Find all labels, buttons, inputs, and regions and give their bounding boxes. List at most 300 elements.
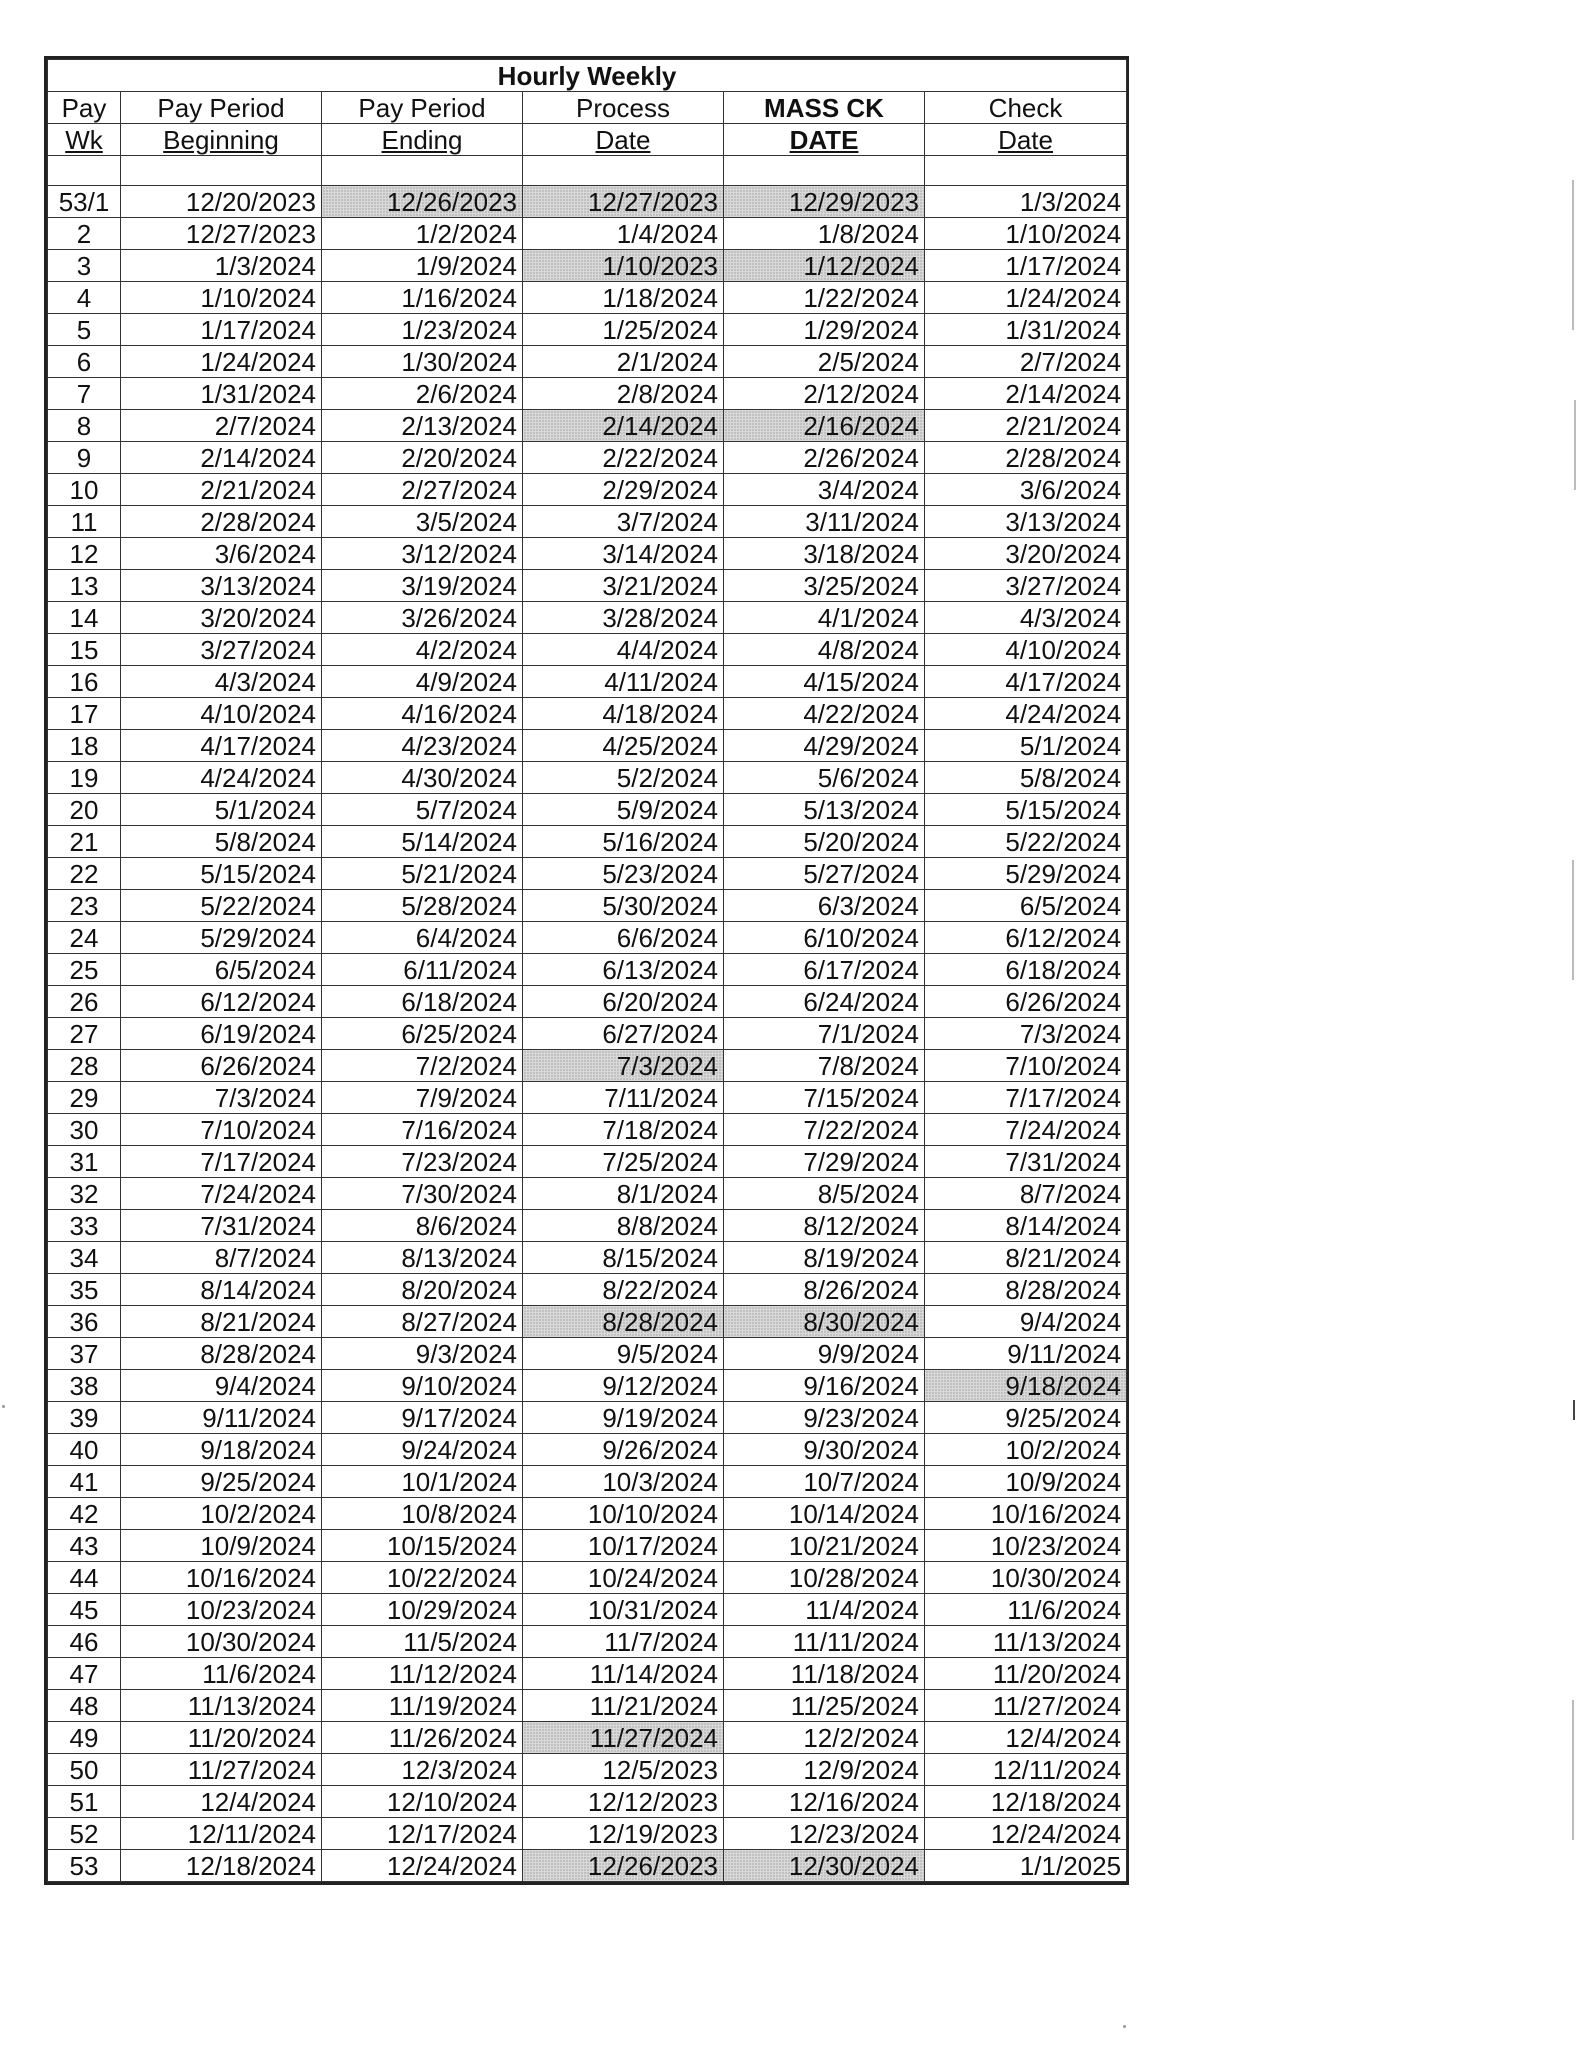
check-date-cell: 5/22/2024 (925, 826, 1127, 858)
period-end-cell: 9/17/2024 (322, 1402, 523, 1434)
pay-week-cell: 24 (48, 922, 121, 954)
period-end-cell: 4/2/2024 (322, 634, 523, 666)
mass-check-date-cell: 11/25/2024 (724, 1690, 925, 1722)
period-begin-cell: 7/3/2024 (121, 1082, 322, 1114)
period-end-cell: 3/26/2024 (322, 602, 523, 634)
process-date-cell: 11/7/2024 (523, 1626, 724, 1658)
table-row (48, 1690, 1127, 1722)
period-end-cell: 11/26/2024 (322, 1722, 523, 1754)
pay-week-cell: 34 (48, 1242, 121, 1274)
pay-week-cell: 26 (48, 986, 121, 1018)
mass-check-date-cell: 1/29/2024 (724, 314, 925, 346)
table-row (48, 1274, 1127, 1306)
table-row (48, 666, 1127, 698)
check-date-cell: 11/13/2024 (925, 1626, 1127, 1658)
process-date-cell: 1/10/2023 (523, 250, 724, 282)
pay-week-cell: 32 (48, 1178, 121, 1210)
period-begin-cell: 5/15/2024 (121, 858, 322, 890)
header-pay-period-2: Pay Period (322, 92, 523, 124)
table-row (48, 1050, 1127, 1082)
period-begin-cell: 11/27/2024 (121, 1754, 322, 1786)
period-end-cell: 1/9/2024 (322, 250, 523, 282)
mass-check-date-cell: 2/26/2024 (724, 442, 925, 474)
table-row (48, 634, 1127, 666)
process-date-cell: 4/11/2024 (523, 666, 724, 698)
mass-check-date-cell: 12/16/2024 (724, 1786, 925, 1818)
blank-row (48, 156, 1127, 186)
scan-edge-mark (1572, 180, 1574, 330)
table-row (48, 698, 1127, 730)
table-row (48, 1562, 1127, 1594)
period-begin-cell: 10/16/2024 (121, 1562, 322, 1594)
table-row (48, 314, 1127, 346)
blank-cell (322, 156, 523, 186)
header-check: Check (925, 92, 1127, 124)
mass-check-date-cell: 7/1/2024 (724, 1018, 925, 1050)
mass-check-date-cell: 7/8/2024 (724, 1050, 925, 1082)
pay-week-cell: 3 (48, 250, 121, 282)
period-begin-cell: 2/7/2024 (121, 410, 322, 442)
pay-week-cell: 29 (48, 1082, 121, 1114)
period-end-cell: 7/30/2024 (322, 1178, 523, 1210)
period-begin-cell: 12/11/2024 (121, 1818, 322, 1850)
process-date-cell: 8/1/2024 (523, 1178, 724, 1210)
pay-week-cell: 47 (48, 1658, 121, 1690)
check-date-cell: 8/7/2024 (925, 1178, 1127, 1210)
pay-week-cell: 10 (48, 474, 121, 506)
mass-check-date-cell: 4/29/2024 (724, 730, 925, 762)
table-row (48, 186, 1127, 218)
period-begin-cell: 4/10/2024 (121, 698, 322, 730)
mass-check-date-cell: 2/5/2024 (724, 346, 925, 378)
table-row (48, 1306, 1127, 1338)
period-begin-cell: 5/22/2024 (121, 890, 322, 922)
period-begin-cell: 10/9/2024 (121, 1530, 322, 1562)
check-date-cell: 1/24/2024 (925, 282, 1127, 314)
period-begin-cell: 1/24/2024 (121, 346, 322, 378)
check-date-cell: 10/23/2024 (925, 1530, 1127, 1562)
period-begin-cell: 6/5/2024 (121, 954, 322, 986)
mass-check-date-cell: 3/4/2024 (724, 474, 925, 506)
mass-check-date-cell: 6/24/2024 (724, 986, 925, 1018)
check-date-cell: 2/7/2024 (925, 346, 1127, 378)
table-row (48, 1626, 1127, 1658)
pay-week-cell: 8 (48, 410, 121, 442)
period-begin-cell: 4/17/2024 (121, 730, 322, 762)
process-date-cell: 10/10/2024 (523, 1498, 724, 1530)
pay-week-cell: 43 (48, 1530, 121, 1562)
pay-week-cell: 4 (48, 282, 121, 314)
check-date-cell: 11/6/2024 (925, 1594, 1127, 1626)
mass-check-date-cell: 9/30/2024 (724, 1434, 925, 1466)
period-end-cell: 2/13/2024 (322, 410, 523, 442)
period-begin-cell: 7/17/2024 (121, 1146, 322, 1178)
period-begin-cell: 10/30/2024 (121, 1626, 322, 1658)
scan-dot (2, 1405, 5, 1408)
table-row (48, 1466, 1127, 1498)
period-end-cell: 1/2/2024 (322, 218, 523, 250)
period-begin-cell: 3/13/2024 (121, 570, 322, 602)
mass-check-date-cell: 8/19/2024 (724, 1242, 925, 1274)
check-date-cell: 2/21/2024 (925, 410, 1127, 442)
check-date-cell: 6/5/2024 (925, 890, 1127, 922)
period-end-cell: 8/20/2024 (322, 1274, 523, 1306)
mass-check-date-cell: 6/17/2024 (724, 954, 925, 986)
pay-week-cell: 19 (48, 762, 121, 794)
table-row (48, 282, 1127, 314)
table-row (48, 1402, 1127, 1434)
check-date-cell: 11/20/2024 (925, 1658, 1127, 1690)
period-begin-cell: 1/31/2024 (121, 378, 322, 410)
table-row (48, 602, 1127, 634)
pay-week-cell: 17 (48, 698, 121, 730)
process-date-cell: 1/18/2024 (523, 282, 724, 314)
process-date-cell: 8/28/2024 (523, 1306, 724, 1338)
period-begin-cell: 4/3/2024 (121, 666, 322, 698)
process-date-cell: 7/3/2024 (523, 1050, 724, 1082)
check-date-cell: 3/20/2024 (925, 538, 1127, 570)
period-end-cell: 5/14/2024 (322, 826, 523, 858)
period-end-cell: 4/30/2024 (322, 762, 523, 794)
period-begin-cell: 9/4/2024 (121, 1370, 322, 1402)
mass-check-date-cell: 5/20/2024 (724, 826, 925, 858)
check-date-cell: 6/26/2024 (925, 986, 1127, 1018)
check-date-cell: 10/16/2024 (925, 1498, 1127, 1530)
mass-check-date-cell: 12/29/2023 (724, 186, 925, 218)
blank-cell (724, 156, 925, 186)
scan-edge-mark (1572, 1700, 1574, 1840)
period-end-cell: 5/21/2024 (322, 858, 523, 890)
pay-week-cell: 7 (48, 378, 121, 410)
mass-check-date-cell: 4/1/2024 (724, 602, 925, 634)
process-date-cell: 12/19/2023 (523, 1818, 724, 1850)
process-date-cell: 5/16/2024 (523, 826, 724, 858)
period-begin-cell: 2/14/2024 (121, 442, 322, 474)
check-date-cell: 12/24/2024 (925, 1818, 1127, 1850)
process-date-cell: 5/23/2024 (523, 858, 724, 890)
check-date-cell: 7/17/2024 (925, 1082, 1127, 1114)
period-end-cell: 12/26/2023 (322, 186, 523, 218)
period-begin-cell: 10/2/2024 (121, 1498, 322, 1530)
period-begin-cell: 5/1/2024 (121, 794, 322, 826)
period-begin-cell: 8/21/2024 (121, 1306, 322, 1338)
blank-cell (523, 156, 724, 186)
period-end-cell: 5/7/2024 (322, 794, 523, 826)
mass-check-date-cell: 5/6/2024 (724, 762, 925, 794)
process-date-cell: 10/3/2024 (523, 1466, 724, 1498)
check-date-cell: 2/14/2024 (925, 378, 1127, 410)
check-date-cell: 7/24/2024 (925, 1114, 1127, 1146)
check-date-cell: 3/27/2024 (925, 570, 1127, 602)
process-date-cell: 7/18/2024 (523, 1114, 724, 1146)
table-row (48, 218, 1127, 250)
period-end-cell: 10/15/2024 (322, 1530, 523, 1562)
pay-week-cell: 48 (48, 1690, 121, 1722)
mass-check-date-cell: 3/18/2024 (724, 538, 925, 570)
table-row (48, 1818, 1127, 1850)
table-row (48, 1786, 1127, 1818)
table-row (48, 506, 1127, 538)
period-end-cell: 11/5/2024 (322, 1626, 523, 1658)
table-row (48, 474, 1127, 506)
check-date-cell: 7/10/2024 (925, 1050, 1127, 1082)
table-row (48, 1658, 1127, 1690)
check-date-cell: 12/18/2024 (925, 1786, 1127, 1818)
period-begin-cell: 9/11/2024 (121, 1402, 322, 1434)
period-end-cell: 6/4/2024 (322, 922, 523, 954)
mass-check-date-cell: 5/27/2024 (724, 858, 925, 890)
table-row (48, 1338, 1127, 1370)
period-begin-cell: 12/4/2024 (121, 1786, 322, 1818)
period-end-cell: 12/24/2024 (322, 1850, 523, 1882)
process-date-cell: 5/9/2024 (523, 794, 724, 826)
mass-check-date-cell: 7/22/2024 (724, 1114, 925, 1146)
check-date-cell: 7/3/2024 (925, 1018, 1127, 1050)
period-end-cell: 4/9/2024 (322, 666, 523, 698)
mass-check-date-cell: 1/8/2024 (724, 218, 925, 250)
process-date-cell: 6/6/2024 (523, 922, 724, 954)
check-date-cell: 1/1/2025 (925, 1850, 1127, 1882)
process-date-cell: 12/27/2023 (523, 186, 724, 218)
mass-check-date-cell: 1/22/2024 (724, 282, 925, 314)
scan-dot (1123, 2025, 1126, 2028)
table-row (48, 1018, 1127, 1050)
process-date-cell: 11/14/2024 (523, 1658, 724, 1690)
period-end-cell: 2/6/2024 (322, 378, 523, 410)
table-row (48, 954, 1127, 986)
header-row-2 (48, 124, 1127, 156)
period-begin-cell: 7/24/2024 (121, 1178, 322, 1210)
mass-check-date-cell: 8/26/2024 (724, 1274, 925, 1306)
period-begin-cell: 1/17/2024 (121, 314, 322, 346)
check-date-cell: 8/21/2024 (925, 1242, 1127, 1274)
process-date-cell: 9/19/2024 (523, 1402, 724, 1434)
header-check-date: Date (925, 124, 1127, 156)
period-begin-cell: 12/20/2023 (121, 186, 322, 218)
check-date-cell: 12/11/2024 (925, 1754, 1127, 1786)
process-date-cell: 8/22/2024 (523, 1274, 724, 1306)
process-date-cell: 4/18/2024 (523, 698, 724, 730)
mass-check-date-cell: 4/8/2024 (724, 634, 925, 666)
mass-check-date-cell: 8/5/2024 (724, 1178, 925, 1210)
mass-check-date-cell: 10/28/2024 (724, 1562, 925, 1594)
pay-week-cell: 51 (48, 1786, 121, 1818)
period-end-cell: 3/5/2024 (322, 506, 523, 538)
mass-check-date-cell: 10/7/2024 (724, 1466, 925, 1498)
pay-week-cell: 23 (48, 890, 121, 922)
check-date-cell: 5/15/2024 (925, 794, 1127, 826)
period-begin-cell: 2/21/2024 (121, 474, 322, 506)
process-date-cell: 6/27/2024 (523, 1018, 724, 1050)
period-begin-cell: 1/3/2024 (121, 250, 322, 282)
pay-week-cell: 40 (48, 1434, 121, 1466)
table-row (48, 1594, 1127, 1626)
period-end-cell: 8/13/2024 (322, 1242, 523, 1274)
process-date-cell: 2/14/2024 (523, 410, 724, 442)
period-end-cell: 7/2/2024 (322, 1050, 523, 1082)
table-row (48, 410, 1127, 442)
pay-week-cell: 18 (48, 730, 121, 762)
table-row (48, 986, 1127, 1018)
process-date-cell: 2/29/2024 (523, 474, 724, 506)
pay-week-cell: 36 (48, 1306, 121, 1338)
period-end-cell: 10/22/2024 (322, 1562, 523, 1594)
check-date-cell: 6/18/2024 (925, 954, 1127, 986)
period-begin-cell: 9/18/2024 (121, 1434, 322, 1466)
table-row (48, 1242, 1127, 1274)
table-row (48, 1146, 1127, 1178)
period-begin-cell: 9/25/2024 (121, 1466, 322, 1498)
table-row (48, 858, 1127, 890)
table-title: Hourly Weekly (48, 60, 1127, 92)
pay-week-cell: 11 (48, 506, 121, 538)
period-end-cell: 8/27/2024 (322, 1306, 523, 1338)
table-row (48, 378, 1127, 410)
process-date-cell: 2/8/2024 (523, 378, 724, 410)
period-begin-cell: 5/29/2024 (121, 922, 322, 954)
header-mass-ck: MASS CK (724, 92, 925, 124)
period-end-cell: 8/6/2024 (322, 1210, 523, 1242)
header-process: Process (523, 92, 724, 124)
mass-check-date-cell: 4/22/2024 (724, 698, 925, 730)
mass-check-date-cell: 9/9/2024 (724, 1338, 925, 1370)
period-begin-cell: 3/20/2024 (121, 602, 322, 634)
pay-week-cell: 15 (48, 634, 121, 666)
header-beginning: Beginning (121, 124, 322, 156)
check-date-cell: 11/27/2024 (925, 1690, 1127, 1722)
process-date-cell: 5/2/2024 (523, 762, 724, 794)
pay-week-cell: 28 (48, 1050, 121, 1082)
mass-check-date-cell: 3/11/2024 (724, 506, 925, 538)
period-end-cell: 5/28/2024 (322, 890, 523, 922)
pay-week-cell: 12 (48, 538, 121, 570)
mass-check-date-cell: 9/23/2024 (724, 1402, 925, 1434)
pay-week-cell: 39 (48, 1402, 121, 1434)
process-date-cell: 4/4/2024 (523, 634, 724, 666)
process-date-cell: 10/31/2024 (523, 1594, 724, 1626)
table-row (48, 1082, 1127, 1114)
header-pay-period-1: Pay Period (121, 92, 322, 124)
pay-week-cell: 9 (48, 442, 121, 474)
pay-week-cell: 25 (48, 954, 121, 986)
table-row (48, 346, 1127, 378)
period-end-cell: 10/29/2024 (322, 1594, 523, 1626)
pay-week-cell: 44 (48, 1562, 121, 1594)
blank-cell (48, 156, 121, 186)
period-end-cell: 12/17/2024 (322, 1818, 523, 1850)
period-end-cell: 10/1/2024 (322, 1466, 523, 1498)
pay-schedule-table (47, 59, 1127, 1882)
blank-cell (925, 156, 1127, 186)
process-date-cell: 6/20/2024 (523, 986, 724, 1018)
period-end-cell: 9/24/2024 (322, 1434, 523, 1466)
check-date-cell: 3/13/2024 (925, 506, 1127, 538)
process-date-cell: 8/8/2024 (523, 1210, 724, 1242)
period-begin-cell: 12/18/2024 (121, 1850, 322, 1882)
period-begin-cell: 11/20/2024 (121, 1722, 322, 1754)
scan-edge-mark (1572, 860, 1574, 980)
process-date-cell: 2/22/2024 (523, 442, 724, 474)
check-date-cell: 8/28/2024 (925, 1274, 1127, 1306)
period-begin-cell: 10/23/2024 (121, 1594, 322, 1626)
header-mass-date: DATE (724, 124, 925, 156)
mass-check-date-cell: 6/3/2024 (724, 890, 925, 922)
table-row (48, 1498, 1127, 1530)
check-date-cell: 1/31/2024 (925, 314, 1127, 346)
process-date-cell: 3/14/2024 (523, 538, 724, 570)
table-row (48, 890, 1127, 922)
header-process-date: Date (523, 124, 724, 156)
pay-week-cell: 21 (48, 826, 121, 858)
mass-check-date-cell: 10/14/2024 (724, 1498, 925, 1530)
check-date-cell: 9/25/2024 (925, 1402, 1127, 1434)
period-end-cell: 12/3/2024 (322, 1754, 523, 1786)
process-date-cell: 9/5/2024 (523, 1338, 724, 1370)
table-row (48, 730, 1127, 762)
check-date-cell: 3/6/2024 (925, 474, 1127, 506)
pay-week-cell: 53/1 (48, 186, 121, 218)
period-end-cell: 3/19/2024 (322, 570, 523, 602)
period-end-cell: 2/20/2024 (322, 442, 523, 474)
table-row (48, 250, 1127, 282)
mass-check-date-cell: 1/12/2024 (724, 250, 925, 282)
scan-edge-mark (1573, 1400, 1575, 1420)
pay-week-cell: 37 (48, 1338, 121, 1370)
period-end-cell: 12/10/2024 (322, 1786, 523, 1818)
pay-week-cell: 41 (48, 1466, 121, 1498)
check-date-cell: 2/28/2024 (925, 442, 1127, 474)
mass-check-date-cell: 11/4/2024 (724, 1594, 925, 1626)
process-date-cell: 12/12/2023 (523, 1786, 724, 1818)
period-end-cell: 11/19/2024 (322, 1690, 523, 1722)
table-row (48, 1850, 1127, 1882)
period-begin-cell: 3/27/2024 (121, 634, 322, 666)
pay-week-cell: 2 (48, 218, 121, 250)
pay-week-cell: 49 (48, 1722, 121, 1754)
pay-week-cell: 52 (48, 1818, 121, 1850)
period-begin-cell: 8/7/2024 (121, 1242, 322, 1274)
period-begin-cell: 4/24/2024 (121, 762, 322, 794)
process-date-cell: 3/28/2024 (523, 602, 724, 634)
process-date-cell: 8/15/2024 (523, 1242, 724, 1274)
period-end-cell: 6/25/2024 (322, 1018, 523, 1050)
mass-check-date-cell: 3/25/2024 (724, 570, 925, 602)
check-date-cell: 10/30/2024 (925, 1562, 1127, 1594)
table-row (48, 538, 1127, 570)
period-begin-cell: 7/10/2024 (121, 1114, 322, 1146)
mass-check-date-cell: 11/18/2024 (724, 1658, 925, 1690)
period-begin-cell: 12/27/2023 (121, 218, 322, 250)
pay-week-cell: 33 (48, 1210, 121, 1242)
mass-check-date-cell: 10/21/2024 (724, 1530, 925, 1562)
period-end-cell: 7/23/2024 (322, 1146, 523, 1178)
table-row (48, 1210, 1127, 1242)
period-begin-cell: 6/12/2024 (121, 986, 322, 1018)
mass-check-date-cell: 7/15/2024 (724, 1082, 925, 1114)
pay-week-cell: 6 (48, 346, 121, 378)
table-row (48, 1434, 1127, 1466)
mass-check-date-cell: 8/12/2024 (724, 1210, 925, 1242)
mass-check-date-cell: 11/11/2024 (724, 1626, 925, 1658)
period-end-cell: 3/12/2024 (322, 538, 523, 570)
period-begin-cell: 11/6/2024 (121, 1658, 322, 1690)
pay-week-cell: 22 (48, 858, 121, 890)
period-end-cell: 9/10/2024 (322, 1370, 523, 1402)
header-wk: Wk (48, 124, 121, 156)
process-date-cell: 12/5/2023 (523, 1754, 724, 1786)
period-end-cell: 2/27/2024 (322, 474, 523, 506)
process-date-cell: 5/30/2024 (523, 890, 724, 922)
